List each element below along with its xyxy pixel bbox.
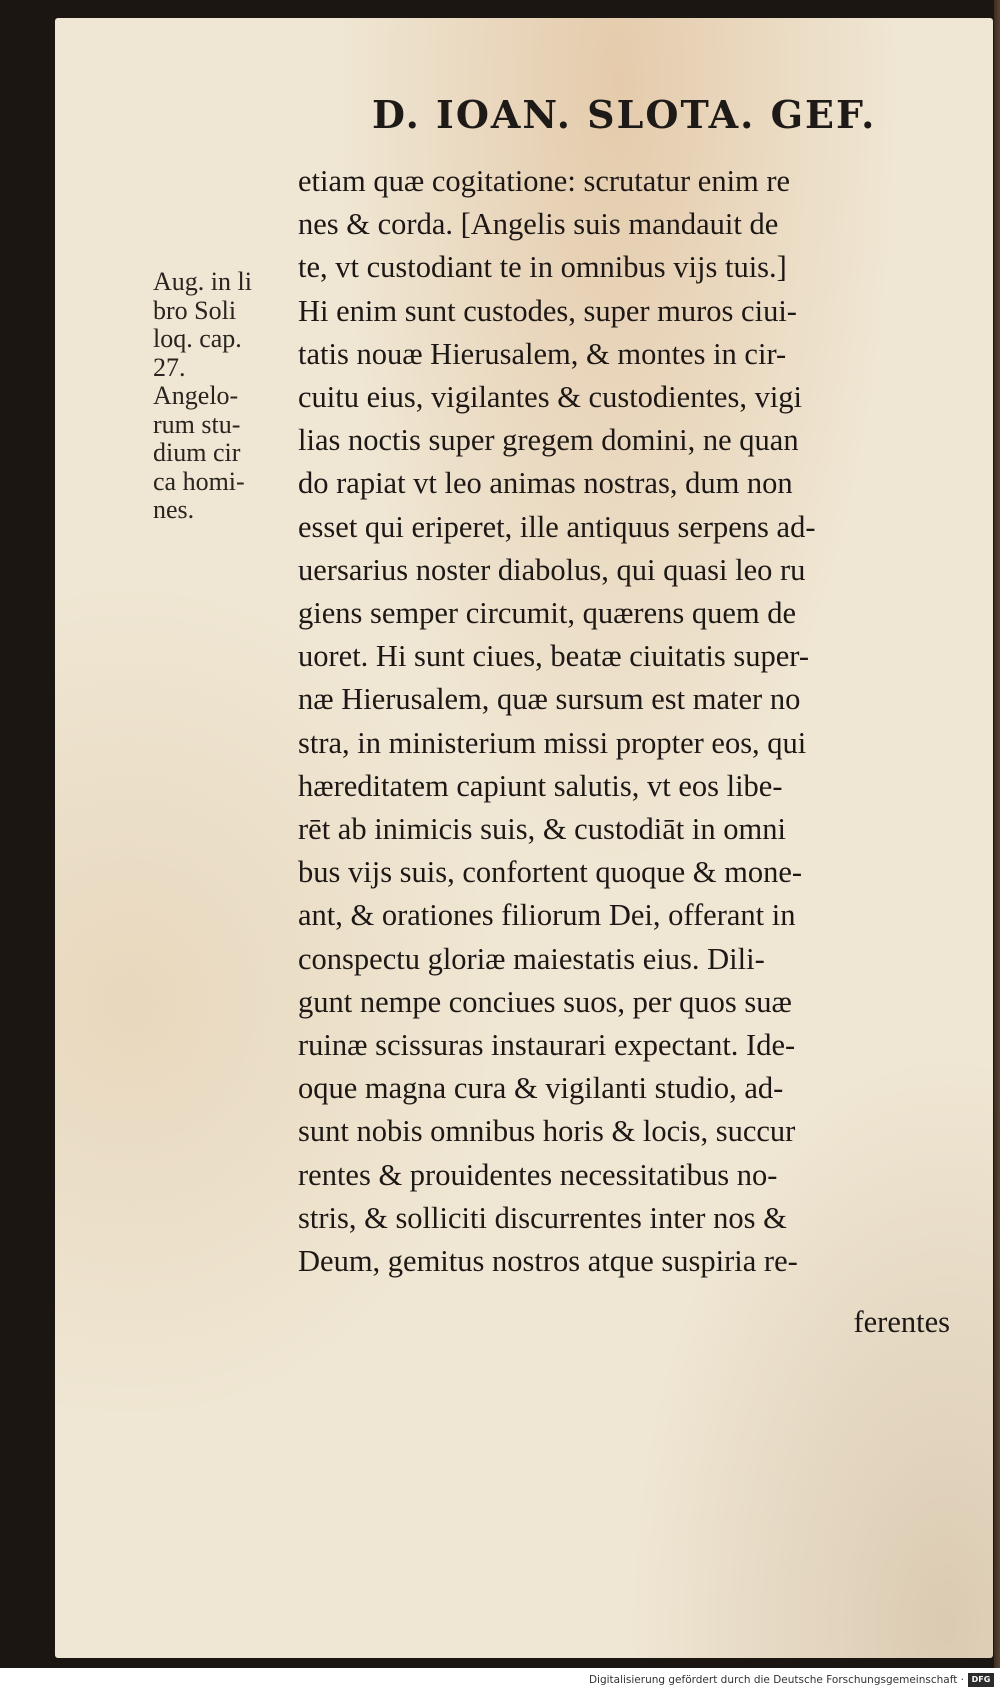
footer-credit: Digitalisierung gefördert durch die Deutsche Forschungsgemeinschaft · bbox=[588, 1674, 964, 1686]
margin-note-line: dium cir bbox=[153, 438, 241, 467]
text-line: esset qui eriperet, ille antiquus serpens ad- bbox=[298, 509, 816, 544]
margin-note bbox=[153, 268, 293, 525]
text-line: Hi enim sunt custodes, super muros ciui- bbox=[298, 293, 797, 328]
text-line: rentes & prouidentes necessitatibus no- bbox=[298, 1157, 778, 1192]
margin-note-line: Aug. in li bbox=[153, 267, 252, 296]
text-line: tatis nouæ Hierusalem, & montes in cir- bbox=[298, 336, 787, 371]
text-line: hæreditatem capiunt salutis, vt eos libe- bbox=[298, 768, 783, 803]
book-edge bbox=[994, 0, 1000, 1668]
text-line: oque magna cura & vigilanti studio, ad- bbox=[298, 1071, 784, 1106]
catchword: ferentes bbox=[853, 1305, 950, 1339]
text-line: ruinæ scissuras instaurari expectant. Ide- bbox=[298, 1028, 796, 1063]
text-line: næ Hierusalem, quæ sursum est mater no bbox=[298, 682, 801, 717]
margin-note-line: bro Soli bbox=[153, 295, 237, 325]
text-line: rēt ab inimicis suis, & custodiāt in omni bbox=[298, 812, 786, 847]
text-line: uersarius noster diabolus, qui quasi leo ru bbox=[298, 552, 806, 587]
text-line: te, vt custodiant te in omnibus vijs tuis.] bbox=[298, 250, 787, 285]
text-line: giens semper circumit, quærens quem de bbox=[298, 596, 797, 631]
margin-note-line: Angelo- bbox=[153, 381, 239, 410]
text-line: ant, & orationes filiorum Dei, offerant in bbox=[298, 898, 796, 933]
text-line: stris, & solliciti discurrentes inter nos & bbox=[298, 1200, 787, 1235]
text-line: nes & corda. [Angelis suis mandauit de bbox=[298, 207, 779, 242]
text-line: sunt nobis omnibus horis & locis, succur bbox=[298, 1114, 796, 1149]
text-line: uoret. Hi sunt ciues, beatæ ciuitatis super- bbox=[298, 639, 809, 674]
text-line: conspectu gloriæ maiestatis eius. Dili- bbox=[298, 941, 765, 976]
dfg-logo: DFG bbox=[968, 1673, 994, 1687]
margin-note-line: loq. cap. bbox=[153, 324, 242, 353]
text-line: stra, in ministerium missi propter eos, qui bbox=[298, 725, 807, 760]
text-line: bus vijs suis, confortent quoque & mone- bbox=[298, 855, 803, 890]
text-line: Deum, gemitus nostros atque suspiria re- bbox=[298, 1244, 798, 1279]
text-line: gunt nempe conciues suos, per quos suæ bbox=[298, 984, 792, 1019]
text-line: do rapiat vt leo animas nostras, dum non bbox=[298, 466, 793, 501]
margin-note-line: ca homi- bbox=[153, 466, 245, 496]
text-line: lias noctis super gregem domini, ne quan bbox=[298, 423, 799, 458]
body-text bbox=[298, 160, 963, 1283]
margin-note-line: 27. bbox=[153, 352, 186, 382]
text-line: etiam quæ cogitatione: scrutatur enim re bbox=[298, 164, 791, 198]
margin-note-line: nes. bbox=[153, 495, 195, 524]
margin-note-line: rum stu- bbox=[153, 409, 241, 439]
text-line: cuitu eius, vigilantes & custodientes, vigi bbox=[298, 380, 803, 415]
running-head: D. IOAN. SLOTA. GEF. bbox=[372, 92, 877, 137]
